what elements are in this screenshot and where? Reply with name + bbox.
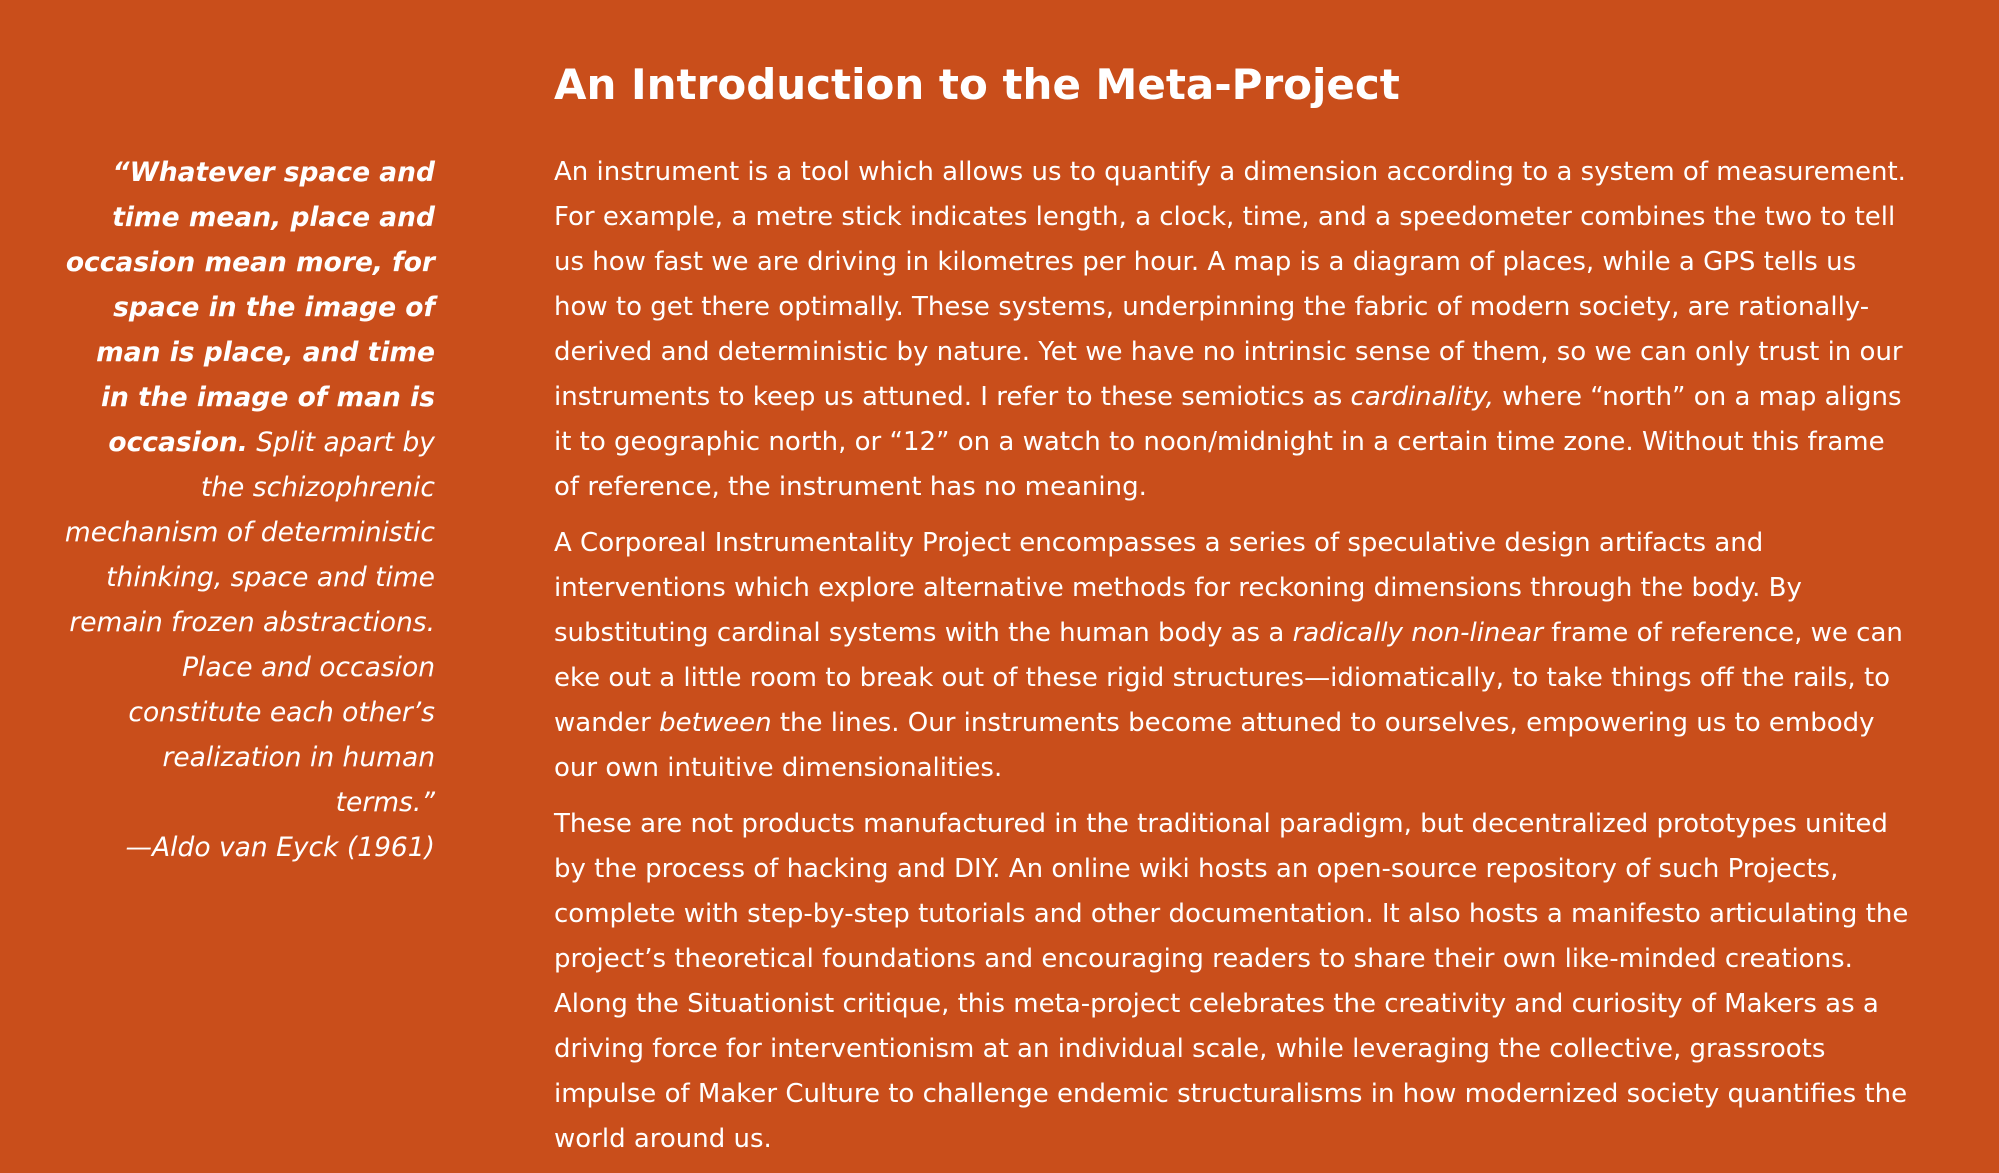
paragraph-1-emphasis: cardinality, [1350,382,1494,412]
quote-attribution: —Aldo van Eyck (1961) [125,832,435,863]
paragraph-1-text-b: where “north” on a map aligns it to geographic north, or “12” on a watch to noon/midnight in a certain time zone. Without this frame of reference, the instrument has no meaning. [554,382,1902,502]
paragraph-2-emphasis-2: between [659,708,772,738]
paragraph-2 [554,521,1914,791]
quote-bold-text: “Whatever space and time mean, place and occasion mean more, for space in the image of man is place, and time in the image of man is occasion. [65,157,435,458]
paragraph-1 [554,150,1914,510]
paragraph-3-text: These are not products manufactured in the traditional paradigm, but decentralized prototypes united by the process of hacking and DIY. An online wiki hosts an open-source repository of such Projects, complete with step-by-step tutorials and other documentation. It also hosts a manifesto articulating the project’s theoretical foundations and encouraging readers to share their own like-minded creations. Along the Situationist critique, this meta-project celebrates the creativity and curiosity of Makers as a driving force for interventionism at an individual scale, while leveraging the collective, grassroots impulse of Maker Culture to challenge endemic structuralisms in how modernized society quantifies the world around us. [554,809,1909,1154]
paragraph-2-text-c: the lines. Our instruments become attuned to ourselves, empowering us to embody our own intuitive dimensionalities. [554,708,1875,783]
quote-regular-text: Split apart by the schizophrenic mechanism of deterministic thinking, space and time remain frozen abstractions. Place and occasion constitute each other’s realization in human terms.” [64,427,435,818]
body-text [554,150,1914,1173]
paragraph-3 [554,802,1914,1162]
paragraph-2-text-a: A Corporeal Instrumentality Project encompasses a series of speculative design artifacts and interventions which explore alternative methods for reckoning dimensions through the body. By substituting cardinal systems with the human body as a [554,528,1802,648]
paragraph-2-emphasis-1: radically non-linear [1292,618,1544,648]
paragraph-1-text-a: An instrument is a tool which allows us to quantify a dimension according to a system of measurement. For example, a metre stick indicates length, a clock, time, and a speedometer combines the two to tell us how fast we are driving in kilometres per hour. A map is a diagram of places, while a GPS tells us how to get there optimally. These systems, underpinning the fabric of modern society, are rationally-derived and deterministic by nature. Yet we have no intrinsic sense of them, so we can only trust in our instruments to keep us attuned. I refer to these semiotics as [554,157,1906,412]
sidebar-quote [60,150,435,870]
page-title: An Introduction to the Meta-Project [554,60,1400,109]
paragraph-2-text-b: frame of reference, we can eke out a little room to break out of these rigid structures—idiomatically, to take things off the rails, to wander [554,618,1903,738]
